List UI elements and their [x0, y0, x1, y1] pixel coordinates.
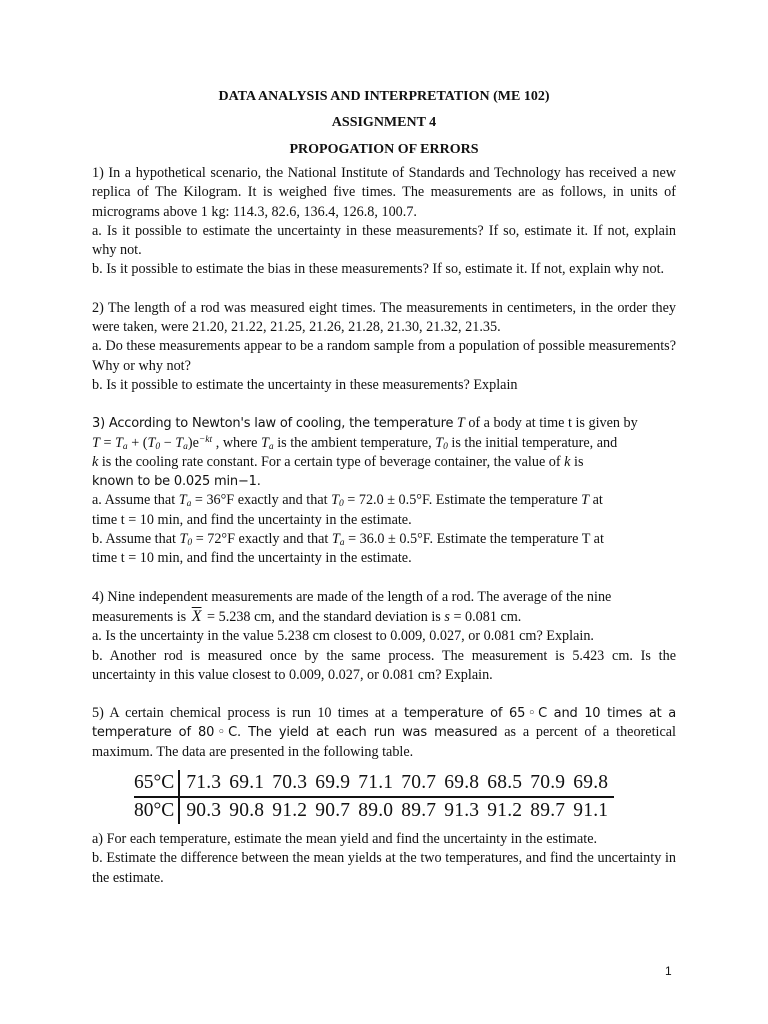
question-3 — [92, 414, 676, 568]
q1-part-b: b. Is it possible to estimate the bias in these measurements? If so, estimate it. If not, explain why not. — [92, 261, 665, 278]
row-values: 90.3 90.8 91.2 90.7 89.0 89.7 91.3 91.2 89.7 91.1 — [186, 800, 609, 822]
q4-part-a: a. Is the uncertainty in the value 5.238 cm closest to 0.009, 0.027, or 0.081 cm? Explain. — [92, 628, 594, 645]
q2-intro: 2) The length of a rod was measured eight times. The measurements in centimeters, in the order they were taken, were 21.20, 21.22, 21.25, 21.26, 21.28, 21.30, 21.32, 21.35. — [92, 299, 676, 336]
row-label: 80°C — [134, 797, 179, 824]
question-2 — [92, 299, 676, 395]
assignment-topic: PROPOGATION OF ERRORS — [289, 142, 479, 157]
q5-part-a: a) For each temperature, estimate the mean yield and find the uncertainty in the estimate. — [92, 831, 598, 848]
q2-part-a: a. Do these measurements appear to be a random sample from a population of possible measurements? Why or why not? — [92, 338, 676, 374]
row-label: 65°C — [134, 770, 179, 797]
q3-lead: 3) According to Newton's law of cooling, the temperature — [92, 416, 454, 432]
question-4 — [92, 588, 676, 685]
q4-intro: 4) Nine independent measurements are made of the length of a rod. The average of the nine measurements is $\overline{X} = 5.238$ cm, and the standard deviation is s = 0.081 cm. — [92, 588, 612, 625]
table-row — [134, 770, 614, 797]
q3-rate-constant: known to be 0.025 min−1. — [92, 474, 261, 490]
assignment-page — [92, 84, 676, 888]
row-values: 71.3 69.1 70.3 69.9 71.1 70.7 69.8 68.5 70.9 69.8 — [179, 770, 614, 797]
question-1 — [92, 164, 676, 280]
cooling-equation: $T = T_a + (T_0 - T_a)e^{-kt}$ — [92, 434, 213, 452]
q3-part-b: b. Assume that $T_0 = 72^\circ F$ exactly and that $T_a = 36.0 \pm 0.5^\circ F$. Estimate the temperature T at time t = 10 min, and find the uncertainty in the estimate. — [92, 531, 604, 567]
q5-intro: 5) A certain chemical process is run 10 times at a temperature of 65◦C and 10 times at a temperature of 80◦C. The yield at each run was measured as a percent of a theoretical maximum. The data are presented in the following table. — [92, 705, 676, 760]
x-bar-symbol: $\overline{X}$ — [191, 607, 202, 625]
page-number: 1 — [665, 964, 672, 978]
q5-part-b: b. Estimate the difference between the mean yields at the two temperatures, and find the uncertainty in the estimate. — [92, 850, 676, 886]
q3-intro: 3) According to Newton's law of cooling, the temperature T of a body at time t is given by $T = T_a + (T_0 - T_a)e^{-kt}$ , where $T_a$ is the ambient temperature, $T_0$ is the initial temperature, and k is the cooling rate constant. For a certain type of beverage container, the value of k is known to be 0.025 min−1. — [92, 415, 638, 490]
yield-table — [134, 770, 614, 824]
assignment-number: ASSIGNMENT 4 — [331, 115, 437, 130]
q4-part-b: b. Another rod is measured once by the same process. The measurement is 5.423 cm. Is the uncertainty in this value closest to 0.009, 0.027, or 0.081 cm? Explain. — [92, 647, 676, 683]
q2-part-b: b. Is it possible to estimate the uncertainty in these measurements? Explain — [92, 376, 518, 393]
course-title: DATA ANALYSIS AND INTERPRETATION (ME 102) — [218, 89, 550, 104]
question-5 — [92, 704, 676, 888]
q3-part-a: a. Assume that $T_a = 36^\circ F$ exactly and that $T_0 = 72.0 \pm 0.5^\circ F$. Estimate the temperature T at time t = 10 min, and find the uncertainty in the estimate. — [92, 492, 603, 528]
table-row — [134, 797, 614, 824]
q1-part-a: a. Is it possible to estimate the uncertainty in these measurements? If so, estimate it. If not, explain why not. — [92, 222, 676, 259]
q1-intro: 1) In a hypothetical scenario, the National Institute of Standards and Technology has received a new replica of The Kilogram. It is weighed five times. The measurements are as follows, in units of micrograms above 1 kg: 114.3, 82.6, 136.4, 126.8, 100.7. — [92, 165, 676, 220]
